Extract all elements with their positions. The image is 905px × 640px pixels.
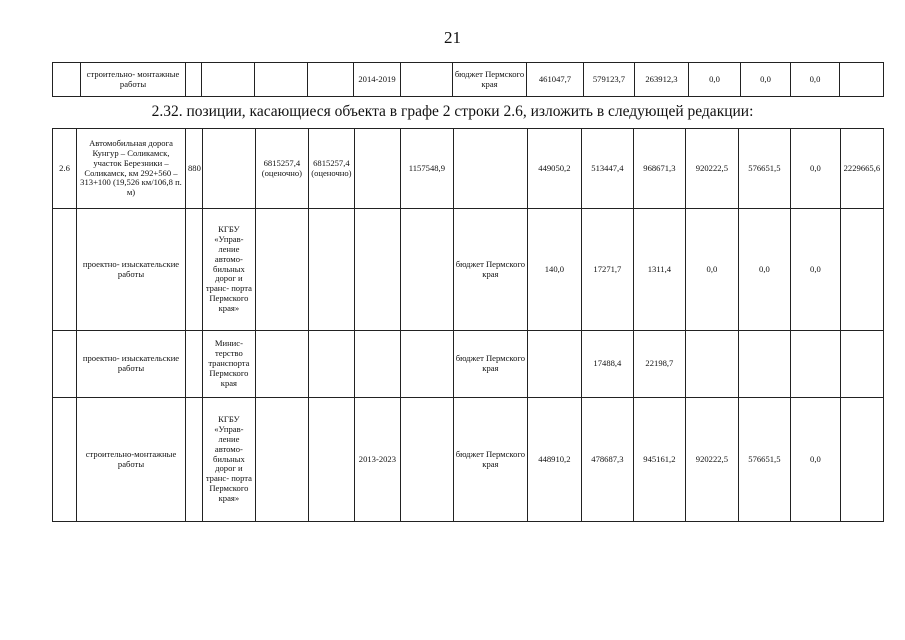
cell-executor: КГБУ «Управ- ление автомо- бильных дорог и транс- порта Пермского края»	[202, 209, 255, 331]
cell-name: проектно- изыскательские работы	[77, 209, 186, 331]
cell-value: 513447,4	[581, 129, 633, 209]
cell-source	[453, 129, 527, 209]
cell-estimate: 6815257,4 (оценочно)	[308, 129, 354, 209]
cell-name: проектно- изыскательские работы	[77, 331, 186, 398]
cell-total	[840, 398, 883, 522]
cell-value: 920222,5	[685, 398, 738, 522]
cell-period	[354, 209, 400, 331]
cell-number	[53, 209, 77, 331]
cell-source: бюджет Пермского края	[453, 63, 527, 97]
cell-value: 0,0	[689, 63, 741, 97]
cell-estimate	[308, 209, 354, 331]
table-row	[53, 129, 884, 209]
cell-code	[186, 63, 202, 97]
cell-number: 2.6	[53, 129, 77, 209]
cell-executor: Минис- терство транспорта Пермского края	[202, 331, 255, 398]
cell-estimate	[255, 331, 308, 398]
page-number: 21	[444, 28, 461, 47]
cell-value: 0,0	[790, 129, 840, 209]
cell-period: 2014-2019	[354, 63, 401, 97]
cell-source: бюджет Пермского края	[453, 331, 527, 398]
cell-value: 263912,3	[635, 63, 689, 97]
cell-value: 576651,5	[738, 398, 790, 522]
cell-value: 478687,3	[581, 398, 633, 522]
cell-total: 2229665,6	[840, 129, 883, 209]
table-row	[53, 209, 884, 331]
cell-value: 448910,2	[527, 398, 581, 522]
cell-value: 576651,5	[738, 129, 790, 209]
table-row	[53, 331, 884, 398]
cell-code: 880	[186, 129, 203, 209]
cell-value: 0,0	[741, 63, 791, 97]
cell-source: бюджет Пермского края	[453, 398, 527, 522]
cell-executor	[202, 63, 255, 97]
cell-value: 17488,4	[581, 331, 633, 398]
table-row	[53, 63, 884, 97]
cell-period	[354, 331, 400, 398]
cell-number	[53, 398, 77, 522]
cell-value	[527, 331, 581, 398]
section-heading: 2.32. позиции, касающиеся объекта в графе 2 строки 2.6, изложить в следующей редакции:	[151, 103, 754, 120]
cell-estimate: 6815257,4 (оценочно)	[255, 129, 308, 209]
cell-remaining: 1157548,9	[400, 129, 453, 209]
cell-value: 22198,7	[633, 331, 685, 398]
cell-value: 1311,4	[633, 209, 685, 331]
cell-value	[790, 331, 840, 398]
cell-period	[354, 129, 400, 209]
cell-source: бюджет Пермского края	[453, 209, 527, 331]
cell-period: 2013-2023	[354, 398, 400, 522]
cell-value: 945161,2	[633, 398, 685, 522]
cell-value: 0,0	[790, 398, 840, 522]
cell-estimate	[308, 63, 354, 97]
cell-total	[840, 209, 883, 331]
cell-value: 140,0	[527, 209, 581, 331]
cell-value: 920222,5	[685, 129, 738, 209]
cell-value: 461047,7	[527, 63, 584, 97]
cell-remaining	[400, 209, 453, 331]
cell-code	[186, 209, 203, 331]
cell-estimate	[255, 63, 308, 97]
continuation-table	[52, 62, 884, 97]
cell-total	[840, 331, 883, 398]
cell-value: 449050,2	[527, 129, 581, 209]
cell-total	[840, 63, 884, 97]
cell-remaining	[401, 63, 453, 97]
cell-value: 579123,7	[584, 63, 635, 97]
cell-estimate	[255, 209, 308, 331]
object-table	[52, 128, 884, 522]
cell-code	[186, 331, 203, 398]
cell-value: 0,0	[791, 63, 840, 97]
table-row	[53, 398, 884, 522]
cell-name: строительно- монтажные работы	[81, 63, 186, 97]
cell-value: 0,0	[738, 209, 790, 331]
cell-value	[685, 331, 738, 398]
cell-number	[53, 63, 81, 97]
cell-executor	[202, 129, 255, 209]
cell-number	[53, 331, 77, 398]
cell-executor: КГБУ «Управ- ление автомо- бильных дорог и транс- порта Пермского края»	[202, 398, 255, 522]
cell-estimate	[308, 331, 354, 398]
cell-estimate	[308, 398, 354, 522]
cell-estimate	[255, 398, 308, 522]
cell-value: 17271,7	[581, 209, 633, 331]
cell-name: строительно-монтажные работы	[77, 398, 186, 522]
cell-value	[738, 331, 790, 398]
cell-remaining	[400, 331, 453, 398]
cell-code	[186, 398, 203, 522]
cell-name: Автомобильная дорога Кунгур – Соликамск, участок Березники – Соликамск, км 292+560 – 313+100 (19,526 км/106,8 п. м)	[77, 129, 186, 209]
cell-value: 0,0	[685, 209, 738, 331]
cell-value: 0,0	[790, 209, 840, 331]
cell-remaining	[400, 398, 453, 522]
cell-value: 968671,3	[633, 129, 685, 209]
